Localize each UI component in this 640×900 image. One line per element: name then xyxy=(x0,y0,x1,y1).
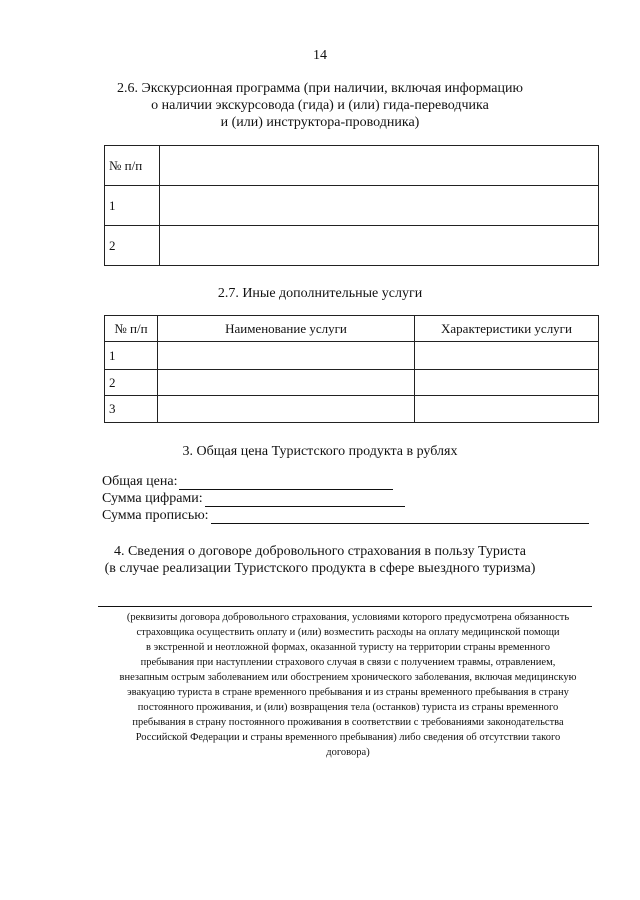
table-row-number: 1 xyxy=(105,186,160,226)
insurance-caption xyxy=(98,610,598,760)
section-4-title-line: (в случае реализации Туристского продукта в сфере выездного туризма) xyxy=(104,561,536,576)
table-cell[interactable] xyxy=(160,186,599,226)
table-row-number: 3 xyxy=(105,396,158,423)
section-4-heading xyxy=(0,543,640,577)
table-header-service-characteristics: Характеристики услуги xyxy=(415,316,599,342)
caption-line: страховщика осуществить оплату и (или) возместить расходы на оплату медицинской помощи xyxy=(136,627,560,638)
table-row-number: 1 xyxy=(105,342,158,370)
caption-line: договора) xyxy=(326,747,370,758)
section-2-6-title-line: о наличии экскурсовода (гида) и (или) гида-переводчика xyxy=(151,98,489,113)
caption-line: пребывания в страну постоянного проживания в соответствии с требованиями законодательства xyxy=(132,717,564,728)
table-cell[interactable] xyxy=(160,226,599,266)
page-number: 14 xyxy=(313,48,327,63)
amount-digits-field xyxy=(102,491,405,507)
table-cell[interactable] xyxy=(158,342,415,370)
table-header-service-name: Наименование услуги xyxy=(158,316,415,342)
section-2-6-heading xyxy=(0,80,640,131)
total-price-line[interactable] xyxy=(179,476,393,490)
table-row-number: 2 xyxy=(105,226,160,266)
caption-line: пребывания при наступлении страхового случая в связи с получением травмы, отравлением, xyxy=(140,657,556,668)
caption-line: внезапным острым заболеванием или обострением хронического заболевания, включая медицинскую xyxy=(119,672,577,683)
amount-words-label: Сумма прописью: xyxy=(102,508,209,523)
section-4-title-line: 4. Сведения о договоре добровольного страхования в пользу Туриста xyxy=(113,544,527,559)
table-cell[interactable] xyxy=(160,146,599,186)
table-cell[interactable] xyxy=(415,396,599,423)
total-price-field xyxy=(102,474,393,490)
insurance-details-line[interactable] xyxy=(98,606,592,607)
table-header-number: № п/п xyxy=(105,146,160,186)
table-cell[interactable] xyxy=(158,396,415,423)
caption-line: в экстренной и неотложной формах, оказанной туристу на территории страны временного xyxy=(146,642,550,653)
section-2-7-title: 2.7. Иные дополнительные услуги xyxy=(217,286,423,301)
amount-words-field xyxy=(102,508,589,524)
amount-digits-line[interactable] xyxy=(205,493,405,507)
table-header-number: № п/п xyxy=(105,316,158,342)
table-cell[interactable] xyxy=(415,342,599,370)
amount-digits-label: Сумма цифрами: xyxy=(102,491,203,506)
table-row-number: 2 xyxy=(105,370,158,396)
section-2-6-title-line: и (или) инструктора-проводника) xyxy=(220,115,420,130)
caption-line: постоянного проживания, и (или) возвращения тела (останков) туриста из страны временного xyxy=(137,702,559,713)
services-table xyxy=(104,315,599,423)
caption-line: (реквизиты договора добровольного страхования, условиями которого предусмотрена обязанность xyxy=(126,612,570,623)
excursion-table xyxy=(104,145,599,266)
table-cell[interactable] xyxy=(415,370,599,396)
caption-line: Российской Федерации и страны временного пребывания) либо сведения об отсутствии такого xyxy=(135,732,561,743)
amount-words-line[interactable] xyxy=(211,510,589,524)
caption-line: эвакуацию туриста в стране временного пребывания и из страны временного пребывания в страну xyxy=(127,687,569,698)
total-price-label: Общая цена: xyxy=(102,474,178,489)
section-2-6-title-line: 2.6. Экскурсионная программа (при наличии, включая информацию xyxy=(117,81,523,96)
table-cell[interactable] xyxy=(158,370,415,396)
section-3-title: 3. Общая цена Туристского продукта в рублях xyxy=(182,444,458,459)
